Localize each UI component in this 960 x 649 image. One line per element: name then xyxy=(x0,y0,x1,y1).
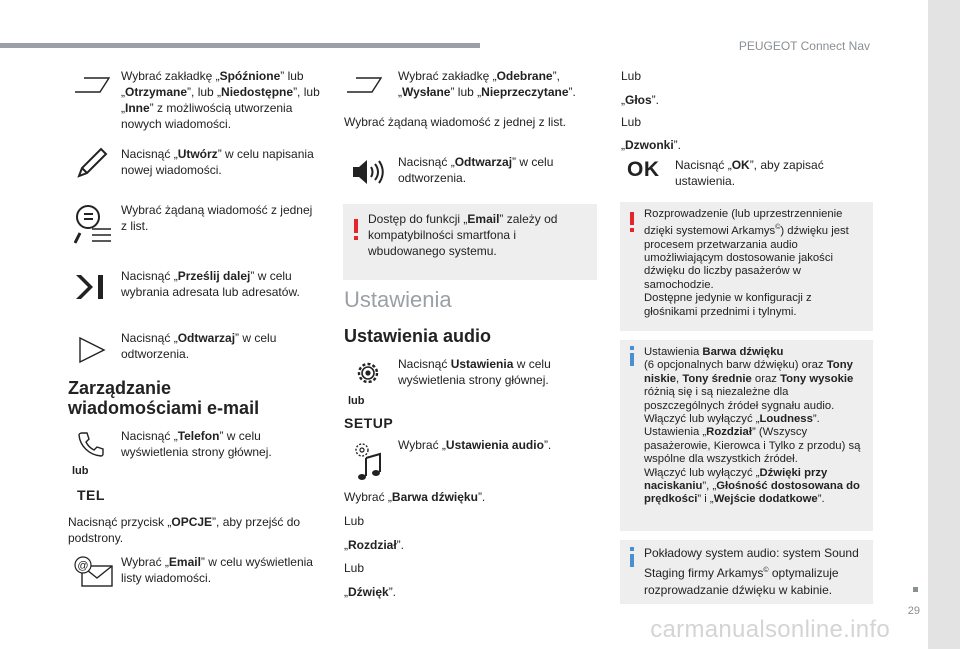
forward-icon xyxy=(76,272,106,302)
col1-item1-text: Wybrać zakładkę „Spóźnione” lub „Otrzymane”, lub „Niedostępne”, lub „Inne” z możliwością utworzenia nowych wiadomości. xyxy=(121,69,320,131)
col1-item5-text: Nacisnąć „Odtwarzaj” w celu odtworzenia. xyxy=(121,331,277,361)
col3-lub1: Lub xyxy=(621,69,642,83)
gear-icon xyxy=(353,358,383,388)
col1-item4-text: Nacisnąć „Prześlij dalej” w celu wybrania adresata lub adresatów. xyxy=(121,269,300,299)
pencil-icon xyxy=(76,145,110,179)
col2-item3-text: Nacisnąć Ustawienia w celu wyświetlenia strony głównej. xyxy=(398,357,551,387)
warning-icon-dot xyxy=(354,236,358,240)
tab-icon xyxy=(346,76,386,94)
speaker-icon xyxy=(352,157,384,187)
warning-icon xyxy=(630,212,634,225)
col1-options-para: Nacisnąć przycisk „OPCJE”, aby przejść do podstrony. xyxy=(68,515,301,545)
svg-text:@: @ xyxy=(77,560,89,572)
col3-line-dzwonki: „Dzwonki”. xyxy=(621,138,682,152)
col3-ok-text: Nacisnąć „OK”, aby zapisać ustawienia. xyxy=(675,158,824,188)
tel-button-label: TEL xyxy=(77,487,105,503)
col3-info2-text: Pokładowy system audio: system Sound Staging firmy Arkamys© optymalizuje rozprowadzanie dźwięku w kabinie. xyxy=(644,546,859,597)
info-icon xyxy=(630,353,634,366)
col3-info1-text: Ustawienia Barwa dźwięku (6 opcjonalnych barw dźwięku) oraz Tony niskie, Tony średnie oraz Tony wysokie różnią się i są niezależne dla poszczególnych źródeł sygnału audio. Włączyć lub wyłączyć „Loudness”. Ustawienia „Rozdział” (Wszyscy pasażerowie, Kierowca i Tylko z przodu) są wspólne dla wszystkich źródeł. Włączyć lub wyłączyć „Dźwięki przy naciskaniu”, „Głośność dostosowana do prędkości” i „Wejście dodatkowe”. xyxy=(644,346,861,506)
info-icon-dot xyxy=(630,346,634,350)
col2-lub3: Lub xyxy=(344,561,365,575)
page-header: PEUGEOT Connect Nav xyxy=(738,39,870,53)
page-marker xyxy=(913,587,918,592)
section-title-settings: Ustawienia xyxy=(344,287,452,312)
section-title-audio: Ustawienia audio xyxy=(344,326,492,346)
col2-lub-label: lub xyxy=(348,395,365,407)
watermark: carmanualsonline.info xyxy=(650,616,890,643)
col1-item3-text: Wybrać żądaną wiadomość z jednej z list. xyxy=(121,203,313,233)
email-icon xyxy=(74,556,114,590)
section-title-email: Zarządzanie wiadomościami e-mail xyxy=(68,378,260,418)
col2-warning-text: Dostęp do funkcji „Email” zależy od kompatybilności smartfona i wbudowanego systemu. xyxy=(368,212,558,258)
search-list-icon xyxy=(74,203,112,245)
tab-icon xyxy=(74,76,114,94)
col1-lub-label: lub xyxy=(72,465,89,477)
col2-item4-text: Wybrać „Ustawienia audio”. xyxy=(398,438,552,452)
col2-item2-text: Nacisnąć „Odtwarzaj” w celu odtworzenia. xyxy=(398,155,554,185)
warning-icon-dot xyxy=(630,228,634,232)
col2-line-dzwiek: „Dźwięk”. xyxy=(344,585,397,599)
ok-button-label: OK xyxy=(627,158,660,181)
col3-lub2: Lub xyxy=(621,115,642,129)
info-icon xyxy=(630,554,634,567)
col2-item1-text: Wybrać zakładkę „Odebrane”, „Wysłane” lub „Nieprzeczytane”. xyxy=(398,69,576,99)
side-strip xyxy=(928,0,960,649)
col1-item2-text: Nacisnąć „Utwórz” w celu napisania nowej wiadomości. xyxy=(121,147,314,177)
col2-para1: Wybrać żądaną wiadomość z jednej z list. xyxy=(344,115,566,129)
phone-icon xyxy=(77,430,105,458)
col1-item6-text: Nacisnąć „Telefon” w celu wyświetlenia strony głównej. xyxy=(121,429,272,459)
col2-lub2: Lub xyxy=(344,514,365,528)
page-number: 29 xyxy=(907,605,920,617)
col2-line-barwa: Wybrać „Barwa dźwięku”. xyxy=(344,490,486,504)
col1-item7-text: Wybrać „Email” w celu wyświetlenia listy wiadomości. xyxy=(121,555,313,585)
col3-line-glos: „Głos”. xyxy=(621,93,660,107)
info-icon-dot xyxy=(630,547,634,551)
play-icon xyxy=(78,336,106,364)
setup-button-label: SETUP xyxy=(344,415,394,431)
warning-icon xyxy=(354,219,358,233)
col2-line-rozdzial: „Rozdział”. xyxy=(344,538,405,552)
header-rule xyxy=(0,43,480,48)
audio-settings-icon xyxy=(352,440,384,480)
col3-warning-text: Rozprowadzenie (lub uprzestrzennienie dzięki systemowi Arkamys©) dźwięku jest procesem przetwarzania audio umożliwiającym dostosowanie jakości dźwięku do liczby pasażerów w samochodzie. Dostępne jedynie w konfiguracji z głośnikami przednimi i tylnymi. xyxy=(644,208,849,318)
